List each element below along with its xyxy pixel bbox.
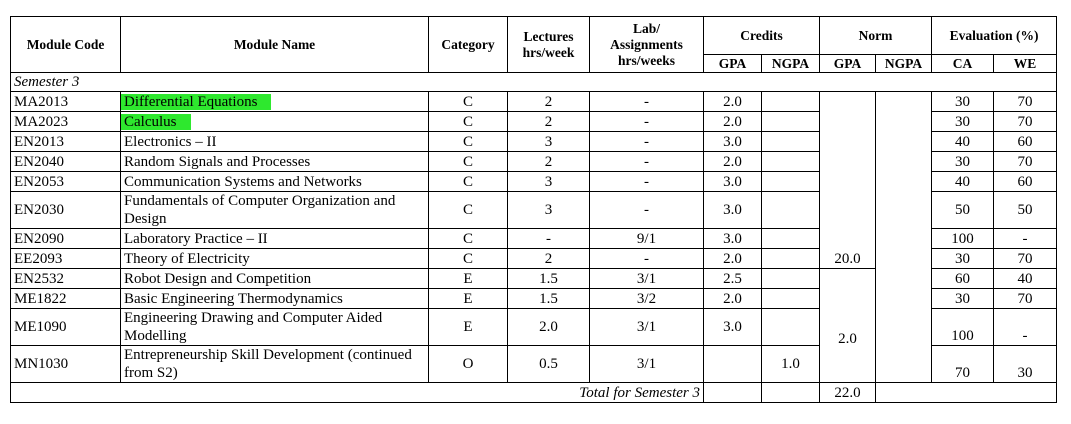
- header-ca: CA: [932, 55, 994, 73]
- category-cell: C: [429, 112, 508, 132]
- category-cell: O: [429, 346, 508, 383]
- we-cell: 50: [994, 192, 1057, 229]
- credits-ngpa-cell: [762, 229, 820, 249]
- lab-cell: -: [590, 249, 704, 269]
- credits-ngpa-cell: [762, 269, 820, 289]
- lab-cell: -: [590, 172, 704, 192]
- credits-gpa-cell: 2.5: [704, 269, 762, 289]
- we-cell: 40: [994, 269, 1057, 289]
- module-name: Basic Engineering Thermodynamics: [121, 289, 429, 309]
- module-code: MA2013: [11, 92, 121, 112]
- header-lectures-text: Lectures hrs/week: [522, 28, 575, 60]
- header-norm-gpa: GPA: [820, 55, 876, 73]
- header-lectures: [508, 17, 590, 73]
- lectures-cell: 1.5: [508, 269, 590, 289]
- we-cell: 70: [994, 112, 1057, 132]
- module-code: EN2053: [11, 172, 121, 192]
- ca-cell: 30: [932, 92, 994, 112]
- module-name: Entrepreneurship Skill Development (continued from S2): [121, 346, 429, 383]
- ca-cell: 50: [932, 192, 994, 229]
- category-cell: E: [429, 289, 508, 309]
- module-code: EN2090: [11, 229, 121, 249]
- ca-cell: 30: [932, 112, 994, 132]
- category-cell: C: [429, 152, 508, 172]
- highlighted-text: Differential Equations: [121, 94, 271, 110]
- we-cell: 70: [994, 92, 1057, 112]
- credits-gpa-cell: 3.0: [704, 132, 762, 152]
- ca-cell: 60: [932, 269, 994, 289]
- credits-gpa-cell: 2.0: [704, 152, 762, 172]
- header-evaluation: Evaluation (%): [932, 17, 1057, 55]
- we-cell: 60: [994, 132, 1057, 152]
- table-row: [11, 92, 1057, 112]
- semester-label: Semester 3: [11, 73, 1057, 92]
- total-label: Total for Semester 3: [11, 383, 704, 403]
- highlighted-text: Calculus: [121, 114, 191, 130]
- module-code: ME1822: [11, 289, 121, 309]
- credits-gpa-cell: 2.0: [704, 249, 762, 269]
- header-module-name: Module Name: [121, 17, 429, 73]
- lectures-cell: 2: [508, 112, 590, 132]
- header-norm-ngpa: NGPA: [876, 55, 932, 73]
- header-norm: Norm: [820, 17, 932, 55]
- lab-cell: -: [590, 192, 704, 229]
- we-cell: 60: [994, 172, 1057, 192]
- lab-cell: 9/1: [590, 229, 704, 249]
- lectures-cell: 3: [508, 132, 590, 152]
- module-code: EN2030: [11, 192, 121, 229]
- ca-cell: 30: [932, 249, 994, 269]
- ca-cell: 30: [932, 152, 994, 172]
- module-code: EN2040: [11, 152, 121, 172]
- credits-ngpa-cell: [762, 309, 820, 346]
- credits-ngpa-cell: [762, 192, 820, 229]
- module-name: Communication Systems and Networks: [121, 172, 429, 192]
- category-cell: C: [429, 192, 508, 229]
- ca-cell: 70: [932, 346, 994, 383]
- module-name: Fundamentals of Computer Organization and Design: [121, 192, 429, 229]
- we-cell: -: [994, 309, 1057, 346]
- credits-ngpa-cell: [762, 132, 820, 152]
- header-lab-text: Lab/ Assignments hrs/weeks: [610, 20, 683, 68]
- lab-cell: -: [590, 112, 704, 132]
- credits-ngpa-cell: 1.0: [762, 346, 820, 383]
- category-cell: C: [429, 92, 508, 112]
- lab-cell: 3/1: [590, 309, 704, 346]
- lectures-cell: 1.5: [508, 289, 590, 309]
- category-cell: C: [429, 132, 508, 152]
- credits-ngpa-cell: [762, 289, 820, 309]
- total-empty-ngpa: [762, 383, 820, 403]
- module-name: Laboratory Practice – II: [121, 229, 429, 249]
- norm-gpa-elective: 2.0: [820, 269, 876, 383]
- we-cell: 70: [994, 249, 1057, 269]
- credits-gpa-cell: [704, 346, 762, 383]
- lectures-cell: 3: [508, 192, 590, 229]
- lectures-cell: 2: [508, 92, 590, 112]
- header-credits-gpa: GPA: [704, 55, 762, 73]
- module-name: Theory of Electricity: [121, 249, 429, 269]
- total-row: [11, 383, 1057, 403]
- module-name: [121, 112, 429, 132]
- header-credits-ngpa: NGPA: [762, 55, 820, 73]
- we-cell: 70: [994, 289, 1057, 309]
- lectures-cell: 0.5: [508, 346, 590, 383]
- category-cell: C: [429, 249, 508, 269]
- ca-cell: 40: [932, 172, 994, 192]
- module-name: [121, 92, 429, 112]
- ca-cell: 30: [932, 289, 994, 309]
- lab-cell: 3/1: [590, 269, 704, 289]
- module-name: Random Signals and Processes: [121, 152, 429, 172]
- lab-cell: -: [590, 92, 704, 112]
- module-code: EN2013: [11, 132, 121, 152]
- category-cell: C: [429, 172, 508, 192]
- we-cell: -: [994, 229, 1057, 249]
- lab-cell: -: [590, 152, 704, 172]
- lectures-cell: -: [508, 229, 590, 249]
- credits-ngpa-cell: [762, 92, 820, 112]
- total-value: 22.0: [820, 383, 876, 403]
- category-cell: E: [429, 269, 508, 289]
- module-name: Robot Design and Competition: [121, 269, 429, 289]
- norm-ngpa-cell: [876, 92, 932, 383]
- we-cell: 30: [994, 346, 1057, 383]
- credits-ngpa-cell: [762, 249, 820, 269]
- ca-cell: 100: [932, 229, 994, 249]
- lab-cell: -: [590, 132, 704, 152]
- total-empty-rest: [876, 383, 1057, 403]
- module-code: ME1090: [11, 309, 121, 346]
- credits-ngpa-cell: [762, 112, 820, 132]
- credits-gpa-cell: 2.0: [704, 289, 762, 309]
- credits-gpa-cell: 2.0: [704, 92, 762, 112]
- lab-cell: 3/2: [590, 289, 704, 309]
- credits-ngpa-cell: [762, 152, 820, 172]
- lectures-cell: 2: [508, 249, 590, 269]
- category-cell: E: [429, 309, 508, 346]
- lectures-cell: 2: [508, 152, 590, 172]
- module-code: EE2093: [11, 249, 121, 269]
- header-credits: Credits: [704, 17, 820, 55]
- lab-cell: 3/1: [590, 346, 704, 383]
- credits-gpa-cell: 2.0: [704, 112, 762, 132]
- norm-gpa-core: 20.0: [820, 92, 876, 269]
- header-module-code: Module Code: [11, 17, 121, 73]
- lectures-cell: 2.0: [508, 309, 590, 346]
- module-code: EN2532: [11, 269, 121, 289]
- header-lab: [590, 17, 704, 73]
- module-name: Engineering Drawing and Computer Aided Modelling: [121, 309, 429, 346]
- credits-gpa-cell: 3.0: [704, 192, 762, 229]
- module-name: Electronics – II: [121, 132, 429, 152]
- curriculum-table: [10, 16, 1057, 403]
- credits-gpa-cell: 3.0: [704, 309, 762, 346]
- category-cell: C: [429, 229, 508, 249]
- credits-gpa-cell: 3.0: [704, 229, 762, 249]
- header-category: Category: [429, 17, 508, 73]
- we-cell: 70: [994, 152, 1057, 172]
- header-we: WE: [994, 55, 1057, 73]
- module-code: MN1030: [11, 346, 121, 383]
- lectures-cell: 3: [508, 172, 590, 192]
- module-code: MA2023: [11, 112, 121, 132]
- ca-cell: 100: [932, 309, 994, 346]
- credits-ngpa-cell: [762, 172, 820, 192]
- total-empty-gpa: [704, 383, 762, 403]
- credits-gpa-cell: 3.0: [704, 172, 762, 192]
- ca-cell: 40: [932, 132, 994, 152]
